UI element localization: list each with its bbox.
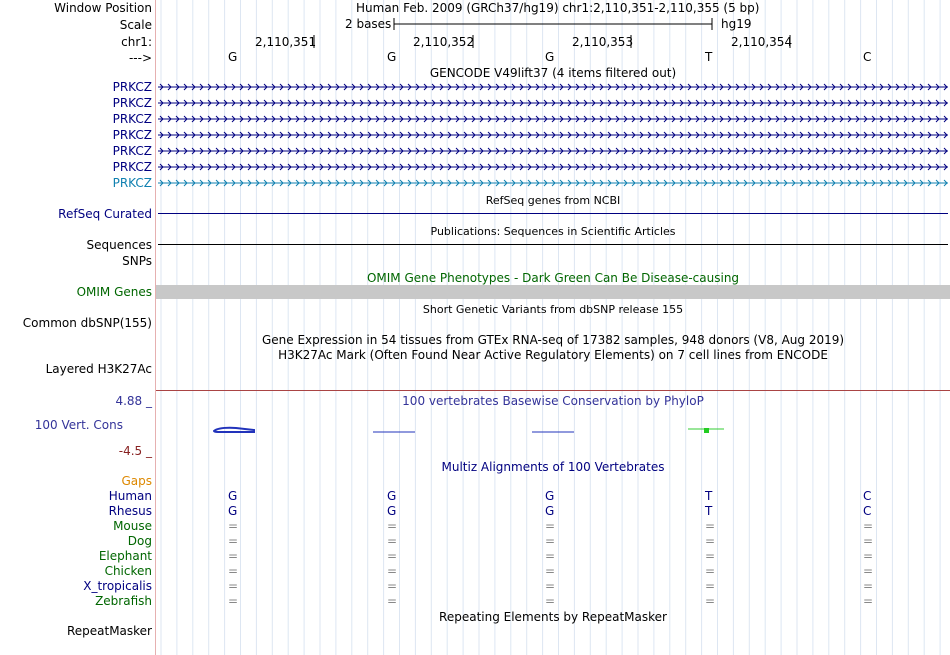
gencode-gene-feature[interactable] <box>158 98 948 108</box>
gencode-gene-feature[interactable] <box>158 162 948 172</box>
alignment-base: = <box>863 534 874 548</box>
alignment-base: = <box>863 579 874 593</box>
species-label: Elephant <box>98 549 152 563</box>
gencode-gene-feature[interactable] <box>158 114 948 124</box>
h3k27ac-baseline <box>156 390 950 391</box>
alignment-base: = <box>863 519 874 533</box>
position-tick-2: 2,110,352 <box>413 35 475 49</box>
alignment-base: T <box>705 489 713 503</box>
alignment-base: = <box>705 564 716 578</box>
alignment-base: = <box>228 579 239 593</box>
alignment-base: G <box>387 504 397 518</box>
alignment-base: = <box>387 579 398 593</box>
phylop-max-value: 4.88 _ <box>115 394 152 408</box>
alignment-base: G <box>228 489 238 503</box>
phylop-min-value: -4.5 _ <box>118 444 152 458</box>
species-label: Zebrafish <box>95 594 152 608</box>
scale-text: 2 bases <box>345 17 392 31</box>
alignment-base: = <box>705 549 716 563</box>
sequences-track-label[interactable]: Sequences <box>86 238 152 252</box>
refseq-line <box>158 213 948 214</box>
h3k27ac-track-title: H3K27Ac Mark (Often Found Near Active Regulatory Elements) on 7 cell lines from ENCODE <box>278 348 828 362</box>
refseq-track-label[interactable]: RefSeq Curated <box>58 207 152 221</box>
gencode-gene-feature[interactable] <box>158 130 948 140</box>
alignment-base: = <box>863 594 874 608</box>
window-position-label: Window Position <box>54 1 152 15</box>
gencode-gene-label[interactable]: PRKCZ <box>112 160 152 174</box>
position-tick-1: 2,110,351 <box>255 35 317 49</box>
species-label: Mouse <box>113 519 152 533</box>
snps-track-label[interactable]: SNPs <box>122 254 152 268</box>
alignment-base: = <box>705 519 716 533</box>
strand-label: ---> <box>128 51 152 65</box>
alignment-base: = <box>545 519 556 533</box>
alignment-base: = <box>705 579 716 593</box>
alignment-base: = <box>545 534 556 548</box>
gencode-gene-feature[interactable] <box>158 146 948 156</box>
dbsnp-track-label[interactable]: Common dbSNP(155) <box>22 316 152 330</box>
position-tick-3: 2,110,353 <box>572 35 634 49</box>
gencode-gene-feature[interactable] <box>158 178 948 188</box>
alignment-base: C <box>863 504 872 518</box>
alignment-base: = <box>863 549 874 563</box>
omim-track-label[interactable]: OMIM Genes <box>76 285 152 299</box>
repeatmasker-track-title: Repeating Elements by RepeatMasker <box>439 610 667 624</box>
omim-track-title: OMIM Gene Phenotypes - Dark Green Can Be Disease-causing <box>366 271 740 285</box>
alignment-base: = <box>228 564 239 578</box>
gencode-gene-label[interactable]: PRKCZ <box>112 80 152 94</box>
phylop-signal <box>156 420 950 440</box>
scale-assembly: hg19 <box>721 17 752 31</box>
gencode-gene-label[interactable]: PRKCZ <box>112 144 152 158</box>
alignment-base: G <box>387 489 397 503</box>
multiz-track-title: Multiz Alignments of 100 Vertebrates <box>441 460 665 474</box>
gencode-gene-label[interactable]: PRKCZ <box>112 176 152 190</box>
gencode-gene-label[interactable]: PRKCZ <box>112 128 152 142</box>
alignment-base: = <box>228 534 239 548</box>
alignment-base: G <box>545 504 555 518</box>
alignment-base: C <box>863 489 872 503</box>
refseq-track-title: RefSeq genes from NCBI <box>485 194 621 207</box>
alignment-base: = <box>705 594 716 608</box>
alignment-base: = <box>387 534 398 548</box>
sequences-line <box>158 244 948 245</box>
phylop-track-label[interactable]: 100 Vert. Cons <box>34 418 123 432</box>
gencode-gene-label[interactable]: PRKCZ <box>112 96 152 110</box>
publications-track-title: Publications: Sequences in Scientific Articles <box>430 225 676 238</box>
position-tick-marks <box>156 34 950 50</box>
species-label: X_tropicalis <box>83 579 152 593</box>
chrom-label: chr1: <box>121 35 152 49</box>
species-label: Human <box>108 489 152 503</box>
species-label: Chicken <box>104 564 152 578</box>
alignment-base: = <box>228 519 239 533</box>
alignment-base: = <box>545 579 556 593</box>
gtex-track-title: Gene Expression in 54 tissues from GTEx RNA-seq of 17382 samples, 948 donors (V8, Aug 2019) <box>261 333 845 347</box>
alignment-base: G <box>545 489 555 503</box>
gencode-gene-label[interactable]: PRKCZ <box>112 112 152 126</box>
position-tick-4: 2,110,354 <box>731 35 793 49</box>
base-4: T <box>705 50 713 64</box>
base-1: G <box>228 50 238 64</box>
alignment-base: = <box>387 564 398 578</box>
alignment-base: = <box>387 594 398 608</box>
alignment-base: G <box>228 504 238 518</box>
base-5: C <box>863 50 872 64</box>
repeatmasker-track-label[interactable]: RepeatMasker <box>66 624 152 638</box>
base-2: G <box>387 50 397 64</box>
dbsnp-track-title: Short Genetic Variants from dbSNP release 155 <box>422 303 684 316</box>
alignment-base: = <box>545 549 556 563</box>
gaps-label: Gaps <box>121 474 152 488</box>
scale-label: Scale <box>119 18 152 32</box>
window-position-value: Human Feb. 2009 (GRCh37/hg19) chr1:2,110,351-2,110,355 (5 bp) <box>356 1 760 15</box>
alignment-base: = <box>545 594 556 608</box>
alignment-base: = <box>863 564 874 578</box>
alignment-base: = <box>545 564 556 578</box>
alignment-base: = <box>228 549 239 563</box>
alignment-base: = <box>387 549 398 563</box>
alignment-base: = <box>387 519 398 533</box>
omim-gene-bar[interactable] <box>156 285 950 299</box>
alignment-base: = <box>705 534 716 548</box>
species-label: Dog <box>127 534 152 548</box>
scale-bar <box>392 17 716 31</box>
gencode-gene-feature[interactable] <box>158 82 948 92</box>
phylop-track-title: 100 vertebrates Basewise Conservation by PhyloP <box>402 394 704 408</box>
base-3: G <box>545 50 555 64</box>
alignment-base: = <box>228 594 239 608</box>
gencode-track-title: GENCODE V49lift37 (4 items filtered out) <box>429 66 677 80</box>
label-divider <box>155 0 156 655</box>
alignment-base: T <box>705 504 713 518</box>
species-label: Rhesus <box>108 504 152 518</box>
h3k27ac-track-label[interactable]: Layered H3K27Ac <box>45 362 152 376</box>
